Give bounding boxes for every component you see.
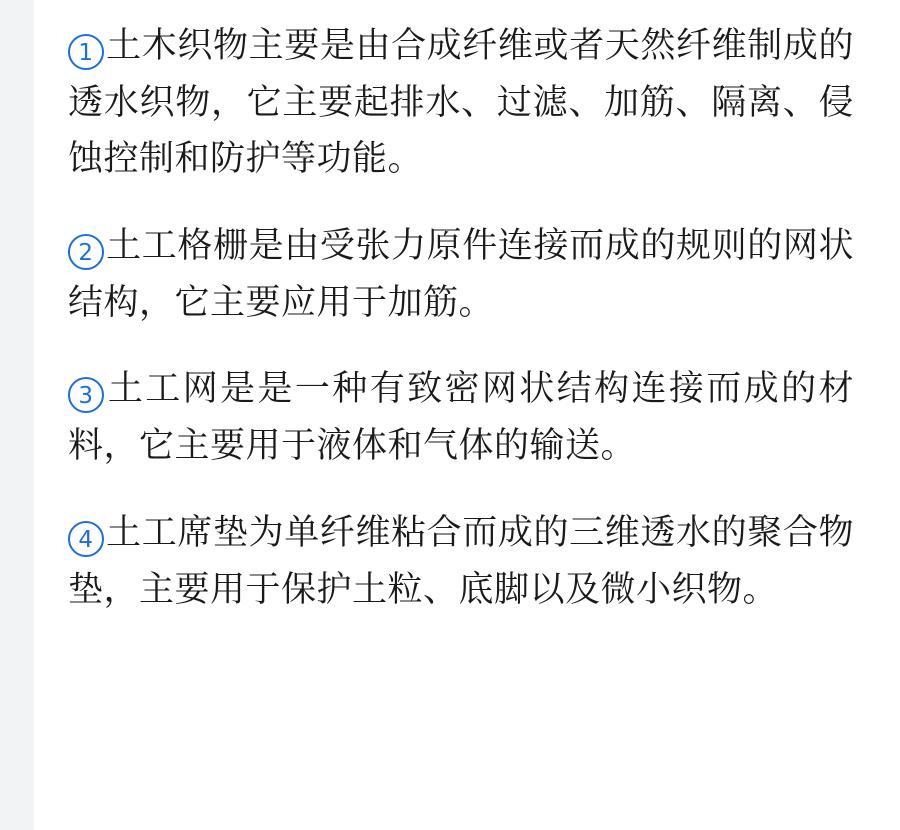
paragraph-text-1: 土木织物主要是由合成纤维或者天然纤维制成的透水织物，它主要起排水、过滤、加筋、隔离、侵蚀控制和防护等功能。: [68, 26, 854, 180]
list-item: [68, 505, 854, 618]
list-item: [68, 18, 854, 188]
paragraph-text-2: 土工格栅是由受张力原件连接而成的规则的网状结构，它主要应用于加筋。: [68, 226, 854, 323]
list-item: [68, 218, 854, 331]
list-marker-1: 1: [68, 34, 104, 70]
left-gutter: [0, 0, 34, 830]
document-content: [34, 0, 900, 830]
list-marker-2: 2: [68, 234, 104, 270]
list-marker-4: 4: [68, 521, 104, 557]
list-marker-3: 3: [68, 377, 104, 413]
paragraph-text-3: 土工网是是一种有致密网状结构连接而成的材料，它主要用于液体和气体的输送。: [68, 369, 854, 467]
paragraph-text-4: 土工席垫为单纤维粘合而成的三维透水的聚合物垫，主要用于保护土粒、底脚以及微小织物。: [68, 512, 854, 610]
list-item: [68, 361, 854, 474]
